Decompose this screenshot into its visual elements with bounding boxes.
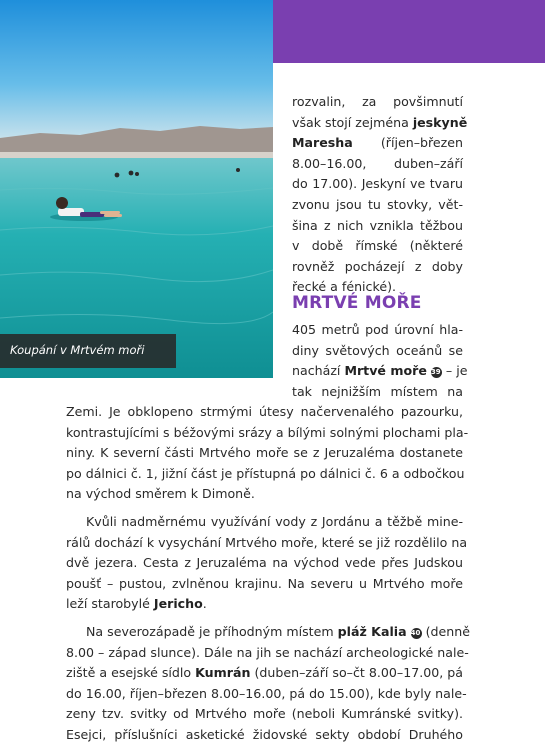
- right-column-text: [292, 92, 468, 298]
- bold-term: Jericho: [153, 596, 203, 612]
- text-line: ziště a esejské sídlo Kumrán (duben–září so–čt 8.00–17.00, pá: [66, 665, 463, 681]
- text-line: Zemi. Je obklopeno strmými útesy načervenalého pazourku,: [66, 404, 463, 419]
- text-line: však stojí zejména jeskyně: [292, 114, 468, 130]
- photo-caption: Koupání v Mrtvém moři: [0, 334, 176, 368]
- text-line: šina z nich vznikla těžbou: [292, 217, 463, 233]
- text-line: Na severozápadě je příhodným místem pláž Kalia 40 (denně: [86, 623, 470, 639]
- text-line: 405 metrů pod úrovní hla-: [292, 322, 463, 337]
- bold-term: Kumrán: [195, 665, 251, 681]
- text-line: niny. K severní části Mrtvého moře se z Jeruzaléma dostanete: [66, 445, 463, 461]
- text-line: nachází Mrtvé moře 39 – je: [292, 363, 468, 379]
- text-line: do 16.00, říjen–březen 8.00–16.00, pá do 15.00), kde byly nale-: [66, 685, 467, 701]
- text-line: kontrastujícími s béžovými srázy a bílými solnými plochami pla-: [66, 424, 469, 440]
- bold-term: Maresha: [292, 135, 353, 151]
- text-line: rálů dochází k vysychání Mrtvého moře, které se již rozdělilo na: [66, 534, 468, 550]
- text-line: leží starobylé Jericho.: [66, 596, 207, 612]
- text-line: poušť – pustou, zvlněnou krajinu. Na severu u Mrtvého moře: [66, 575, 463, 591]
- paragraph: [66, 402, 469, 505]
- text-line: do 17.00). Jeskyní ve tvaru: [292, 176, 463, 192]
- text-line: Esejci, příslušníci asketické židovské sekty období Druhého: [66, 726, 463, 742]
- text-line: po dálnici č. 1, jižní část je přístupná po dálnici č. 6 a odbočkou: [66, 465, 465, 481]
- text-line: řecké a fénické).: [292, 279, 396, 295]
- text-line: dvě jezera. Cesta z Jeruzaléma na východ vede přes Judskou: [66, 555, 463, 571]
- text-line: diny světových oceánů se: [292, 342, 463, 358]
- text-line: 8.00 – západ slunce). Dále na jih se nachází archeologické nale-: [66, 644, 469, 660]
- section-intro: [292, 320, 468, 402]
- text-line: zvonu jsou tu stovky, vět-: [292, 196, 463, 212]
- bold-term: pláž Kalia: [337, 623, 407, 639]
- body-text: [66, 402, 470, 746]
- photo-illustration: [0, 0, 273, 378]
- text-line: rozvalin, za povšimnutí: [292, 94, 463, 109]
- map-marker-badge: 39: [430, 368, 441, 377]
- text-line: zeny tzv. svitky od Mrtvého moře (neboli Kumránské svitky).: [66, 706, 463, 722]
- text-line: 8.00–16.00, duben–září: [292, 155, 463, 171]
- text-line: v době římské (některé: [292, 238, 463, 254]
- text-line: tak nejnižším místem na: [292, 383, 463, 399]
- section-heading: MRTVÉ MOŘE: [292, 293, 422, 313]
- paragraph: [66, 622, 470, 746]
- text-line: na východ směrem k Dimoně.: [66, 486, 255, 502]
- dead-sea-photo: [0, 0, 273, 378]
- map-marker-badge: 40: [410, 628, 421, 637]
- bold-term: jeskyně: [412, 114, 468, 130]
- text-line: rovněž pocházejí z doby: [292, 258, 463, 274]
- bold-term: Mrtvé moře: [344, 363, 427, 379]
- text-line: Kvůli nadměrnému využívání vody z Jordánu a těžbě mine-: [86, 513, 463, 529]
- text-line: Maresha (říjen–březen: [292, 135, 463, 151]
- paragraph: [66, 512, 468, 615]
- header-accent-band: [273, 0, 545, 63]
